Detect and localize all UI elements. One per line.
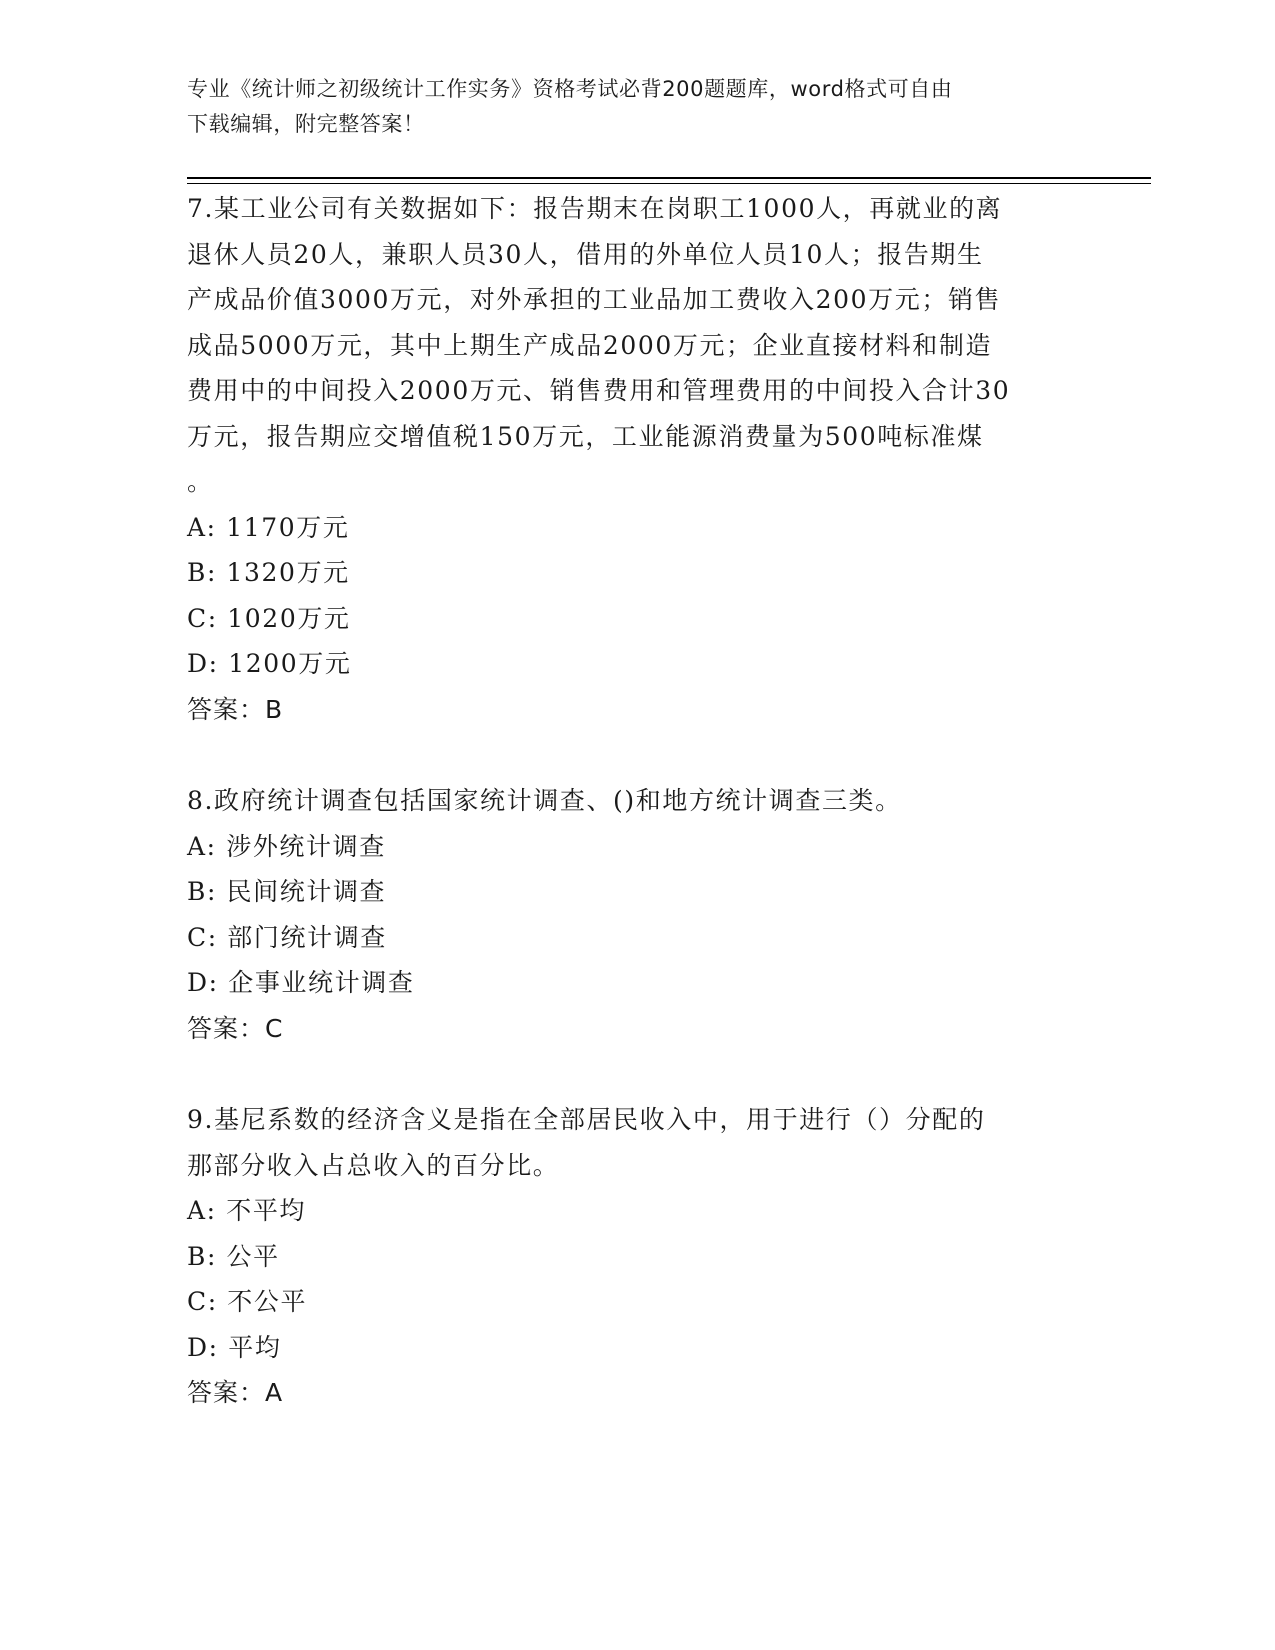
question-8 xyxy=(187,778,1087,1051)
option-c: C: 不公平 xyxy=(187,1287,308,1316)
header-line-1: 专业《统计师之初级统计工作实务》资格考试必背200题题库，word格式可自由 xyxy=(187,77,953,101)
header-line-2: 下载编辑，附完整答案！ xyxy=(187,112,425,136)
option-b: B: 1320万元 xyxy=(187,558,350,587)
question-stem-line: 那部分收入占总收入的百分比。 xyxy=(187,1150,560,1180)
option-d: D: 企事业统计调查 xyxy=(187,968,415,997)
question-stem-line: 万元，报告期应交增值税150万元，工业能源消费量为500吨标准煤 xyxy=(187,421,984,451)
option-c: C: 1020万元 xyxy=(187,603,351,633)
answer-label: 答案：A xyxy=(187,1378,284,1407)
option-d: D: 平均 xyxy=(187,1332,282,1362)
answer-label: 答案：B xyxy=(187,694,284,724)
option-c: C: 部门统计调查 xyxy=(187,922,387,952)
question-stem-line: 7.某工业公司有关数据如下：报告期末在岗职工1000人，再就业的离 xyxy=(187,194,1003,223)
option-d: D: 1200万元 xyxy=(187,649,352,678)
option-a: A: 涉外统计调查 xyxy=(187,831,386,861)
question-7 xyxy=(187,186,1087,732)
question-stem-line: 。 xyxy=(187,467,214,496)
question-stem-line: 9.基尼系数的经济含义是指在全部居民收入中，用于进行（）分配的 xyxy=(187,1105,986,1134)
option-a: A: 1170万元 xyxy=(187,512,350,542)
option-b: B: 民间统计调查 xyxy=(187,877,387,906)
question-stem-line: 退休人员20人，兼职人员30人，借用的外单位人员10人；报告期生 xyxy=(187,239,984,269)
document-header xyxy=(187,72,1087,142)
question-stem-line: 成品5000万元，其中上期生产成品2000万元；企业直接材料和制造 xyxy=(187,330,993,360)
question-stem-line: 8.政府统计调查包括国家统计调查、()和地方统计调查三类。 xyxy=(187,786,902,815)
question-list xyxy=(187,186,1087,1462)
question-stem-line: 费用中的中间投入2000万元、销售费用和管理费用的中间投入合计30 xyxy=(187,376,1011,405)
answer-label: 答案：C xyxy=(187,1013,284,1043)
header-divider-thick xyxy=(187,177,1151,179)
question-stem-line: 产成品价值3000万元，对外承担的工业品加工费收入200万元；销售 xyxy=(187,285,1002,314)
header-divider-thin xyxy=(187,183,1151,184)
question-9 xyxy=(187,1097,1087,1416)
option-a: A: 不平均 xyxy=(187,1196,307,1225)
option-b: B: 公平 xyxy=(187,1241,280,1271)
